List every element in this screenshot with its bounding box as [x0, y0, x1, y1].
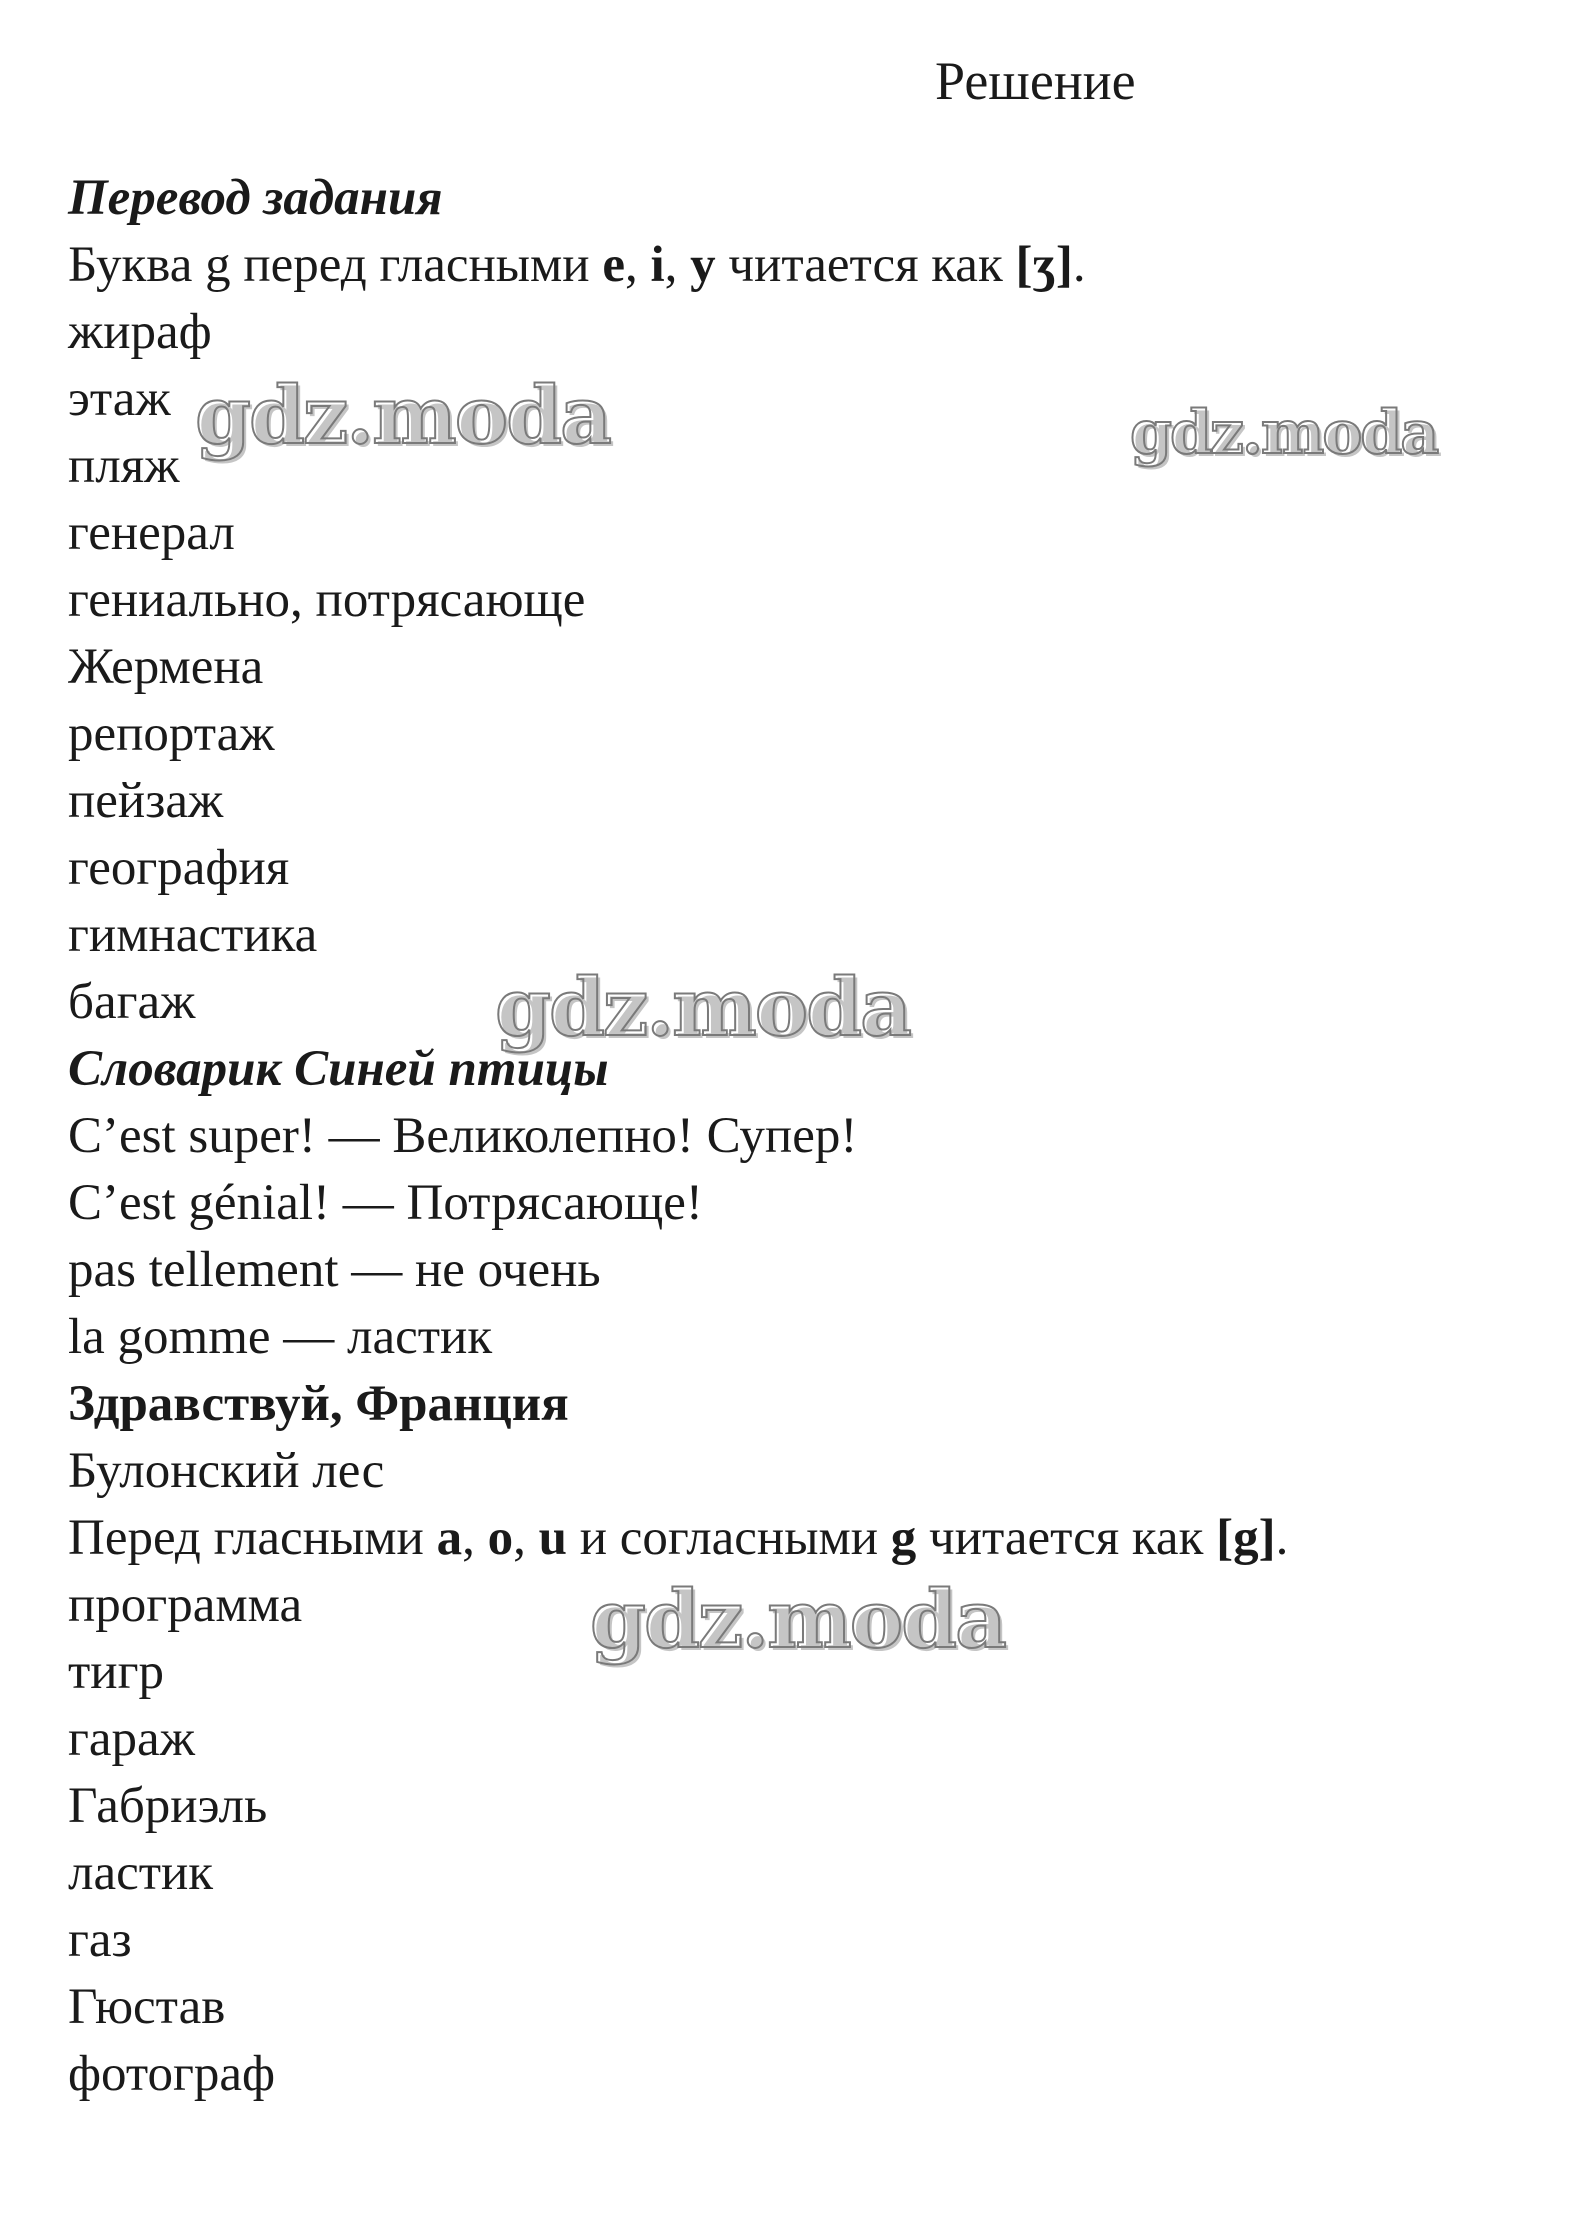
word-item: генерал — [68, 505, 235, 561]
watermark: gdz.moda — [195, 368, 610, 462]
rule-text: читается как — [916, 1510, 1217, 1566]
rule-text: и согласными — [566, 1510, 891, 1566]
france-heading: Здравствуй, Франция — [68, 1376, 569, 1432]
dictionary-entry: pas tellement — не очень — [68, 1242, 601, 1298]
separator: , — [625, 237, 651, 293]
page-title: Решение — [935, 51, 1136, 111]
dictionary-entry: la gomme — ластик — [68, 1309, 493, 1365]
france-line: Булонский лес — [68, 1443, 385, 1499]
dictionary-heading: Словарик Синей птицы — [68, 1041, 609, 1097]
letter-g: g — [890, 1510, 917, 1566]
word-item: география — [68, 840, 290, 896]
translation-heading: Перевод задания — [68, 170, 443, 226]
word-item: жираф — [68, 304, 212, 360]
word-item: программа — [68, 1577, 303, 1633]
word-item: пляж — [68, 438, 180, 494]
watermark: gdz.moda — [590, 1572, 1005, 1666]
word-item: гараж — [68, 1711, 195, 1767]
word-item: тигр — [68, 1644, 164, 1700]
sound-symbol: [ʒ] — [1015, 237, 1073, 293]
word-item: Габриэль — [68, 1778, 268, 1834]
rule-g-hard — [68, 1505, 1518, 1572]
word-item: репортаж — [68, 706, 275, 762]
word-item: Гюстав — [68, 1979, 226, 2035]
rule-text: читается как — [715, 237, 1016, 293]
dictionary-entry: C’est super! — Великолепно! Супер! — [68, 1108, 858, 1164]
word-item: этаж — [68, 371, 171, 427]
vowel-e: e — [602, 237, 625, 293]
punctuation: . — [1275, 1510, 1289, 1566]
vowel-u: u — [538, 1510, 567, 1566]
word-item: гимнастика — [68, 907, 318, 963]
word-item: Жермена — [68, 639, 264, 695]
word-item: фотограф — [68, 2046, 276, 2102]
dictionary-entry: C’est génial! — Потрясающе! — [68, 1175, 703, 1231]
vowel-a: a — [436, 1510, 463, 1566]
vowel-y: y — [690, 237, 716, 293]
separator: , — [513, 1510, 539, 1566]
watermark: gdz.moda — [1130, 398, 1438, 468]
punctuation: . — [1072, 237, 1086, 293]
rule-g-soft — [68, 232, 1518, 299]
rule-text: Перед гласными — [68, 1510, 437, 1566]
watermark: gdz.moda — [495, 960, 910, 1054]
word-item: пейзаж — [68, 773, 224, 829]
word-item: газ — [68, 1912, 132, 1968]
sound-symbol: [g] — [1216, 1510, 1276, 1566]
word-item: гениально, потрясающе — [68, 572, 586, 628]
vowel-i: i — [650, 237, 665, 293]
word-item: ластик — [68, 1845, 214, 1901]
vowel-o: o — [487, 1510, 514, 1566]
word-item: багаж — [68, 974, 196, 1030]
separator: , — [664, 237, 691, 293]
separator: , — [462, 1510, 488, 1566]
rule-text: Буква g перед гласными — [68, 237, 603, 293]
